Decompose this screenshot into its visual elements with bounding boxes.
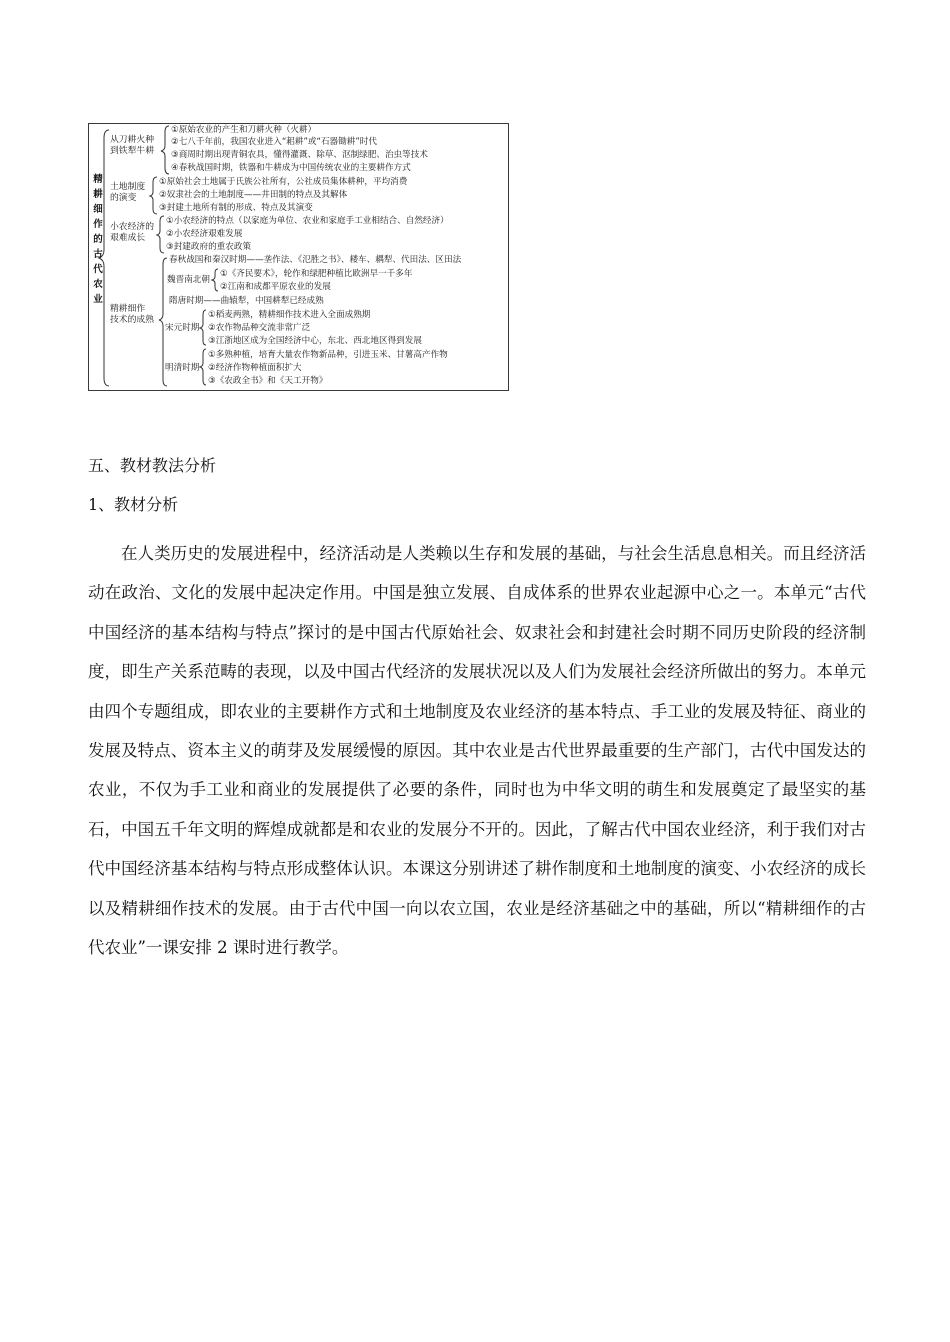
c2-item-3: ③封建土地所有制的形成、特点及其演变 xyxy=(159,203,313,213)
c4-song-item-3: ③江浙地区成为全国经济中心，东北、西北地区得到发展 xyxy=(208,336,422,346)
c4-weijin-label: 魏晋南北朝 xyxy=(167,275,210,285)
c4-ming-label: 明清时期 xyxy=(165,363,200,373)
subsection-title: 1、教材分析 xyxy=(88,495,179,514)
c1-item-4: ④春秋战国时期，铁器和牛耕成为中国传统农业的主要耕作方式 xyxy=(171,163,411,173)
c4-ming-item-3: ③《农政全书》和《天工开物》 xyxy=(208,376,328,386)
c4-chunqiu: 春秋战国和秦汉时期——垄作法、《氾胜之书》、耧车、耦犁、代田法、区田法 xyxy=(169,255,462,265)
c4-ming-item-2: ②经济作物种植面积扩大 xyxy=(208,363,302,373)
category-intensive-farming-tech: 精耕细作 技术的成熟 xyxy=(110,304,154,325)
section-title: 五、教材教法分析 xyxy=(88,456,217,475)
agriculture-outline-diagram xyxy=(88,123,509,391)
category-small-peasant-economy: 小农经济的 艰难成长 xyxy=(110,222,154,243)
category-land-system: 土地制度 的演变 xyxy=(110,182,146,203)
c4-song-item-2: ②农作物品种交流非常广泛 xyxy=(208,323,311,333)
c1-item-3: ③商周时期出现青铜农具，懂得灌溉、除草、沤制绿肥、治虫等技术 xyxy=(171,150,428,160)
c1-item-1: ①原始农业的产生和刀耕火种（火耕） xyxy=(171,125,317,135)
diagram-root-label: 精耕细作的古代农业 xyxy=(93,174,103,305)
category-farming-methods: 从刀耕火种 到铁犁牛耕 xyxy=(110,135,154,156)
c1-item-2: ②七八千年前，我国农业进入“耜耕”或“石器锄耕”时代 xyxy=(171,137,377,147)
c4-ming-item-1: ①多熟种植，培育大量农作物新品种，引进玉米、甘薯高产作物 xyxy=(208,350,448,360)
c4-song-label: 宋元时期 xyxy=(165,323,200,333)
c2-item-1: ①原始社会土地属于氏族公社所有，公社成员集体耕种，平均消费 xyxy=(159,177,408,187)
c3-item-1: ①小农经济的特点（以家庭为单位、农业和家庭手工业相结合、自然经济） xyxy=(166,216,449,226)
c2-item-2: ②奴隶社会的土地制度——井田制的特点及其解体 xyxy=(159,190,348,200)
c4-weijin-item-2: ②江南和成都平原农业的发展 xyxy=(220,282,331,292)
analysis-paragraph: 在人类历史的发展进程中，经济活动是人类赖以生存和发展的基础，与社会生活息息相关。而且经济活动在政治、文化的发展中起决定作用。中国是独立发展、自成体系的世界农业起源中心之一。本单元“古代中国经济的基本结构与特点”探讨的是中国古代原始社会、奴隶社会和封建社会时期不同历史阶段的经济制度，即生产关系范畴的表现，以及中国古代经济的发展状况以及人们为发展社会经济所做出的努力。本单元由四个专题组成，即农业的主要耕作方式和土地制度及农业经济的基本特点、手工业的发展及特征、商业的发展及特点、资本主义的萌芽及发展缓慢的原因。其中农业是古代世界最重要的生产部门，古代中国发达的农业，不仅为手工业和商业的发展提供了必要的条件，同时也为中华文明的萌生和发展奠定了最坚实的基石，中国五千年文明的辉煌成就都是和农业的发展分不开的。因此，了解古代中国农业经济，利于我们对古代中国经济基本结构与特点形成整体认识。本课这分别讲述了耕作制度和土地制度的演变、小农经济的成长以及精耕细作技术的发展。由于古代中国一向以农立国，农业是经济基础之中的基础，所以“精耕细作的古代农业”一课安排 2 课时进行教学。 xyxy=(88,544,866,958)
c3-item-2: ②小农经济艰难发展 xyxy=(166,229,243,239)
c4-song-item-1: ①稻麦两熟，精耕细作技术进入全面成熟期 xyxy=(208,310,371,320)
c4-weijin-item-1: ①《齐民要术》，轮作和绿肥种植比欧洲早一千多年 xyxy=(220,269,413,279)
c3-item-3: ③封建政府的重农政策 xyxy=(166,242,252,252)
c4-suitang: 隋唐时期——曲辕犁，中国耕犁已经成熟 xyxy=(169,296,324,306)
